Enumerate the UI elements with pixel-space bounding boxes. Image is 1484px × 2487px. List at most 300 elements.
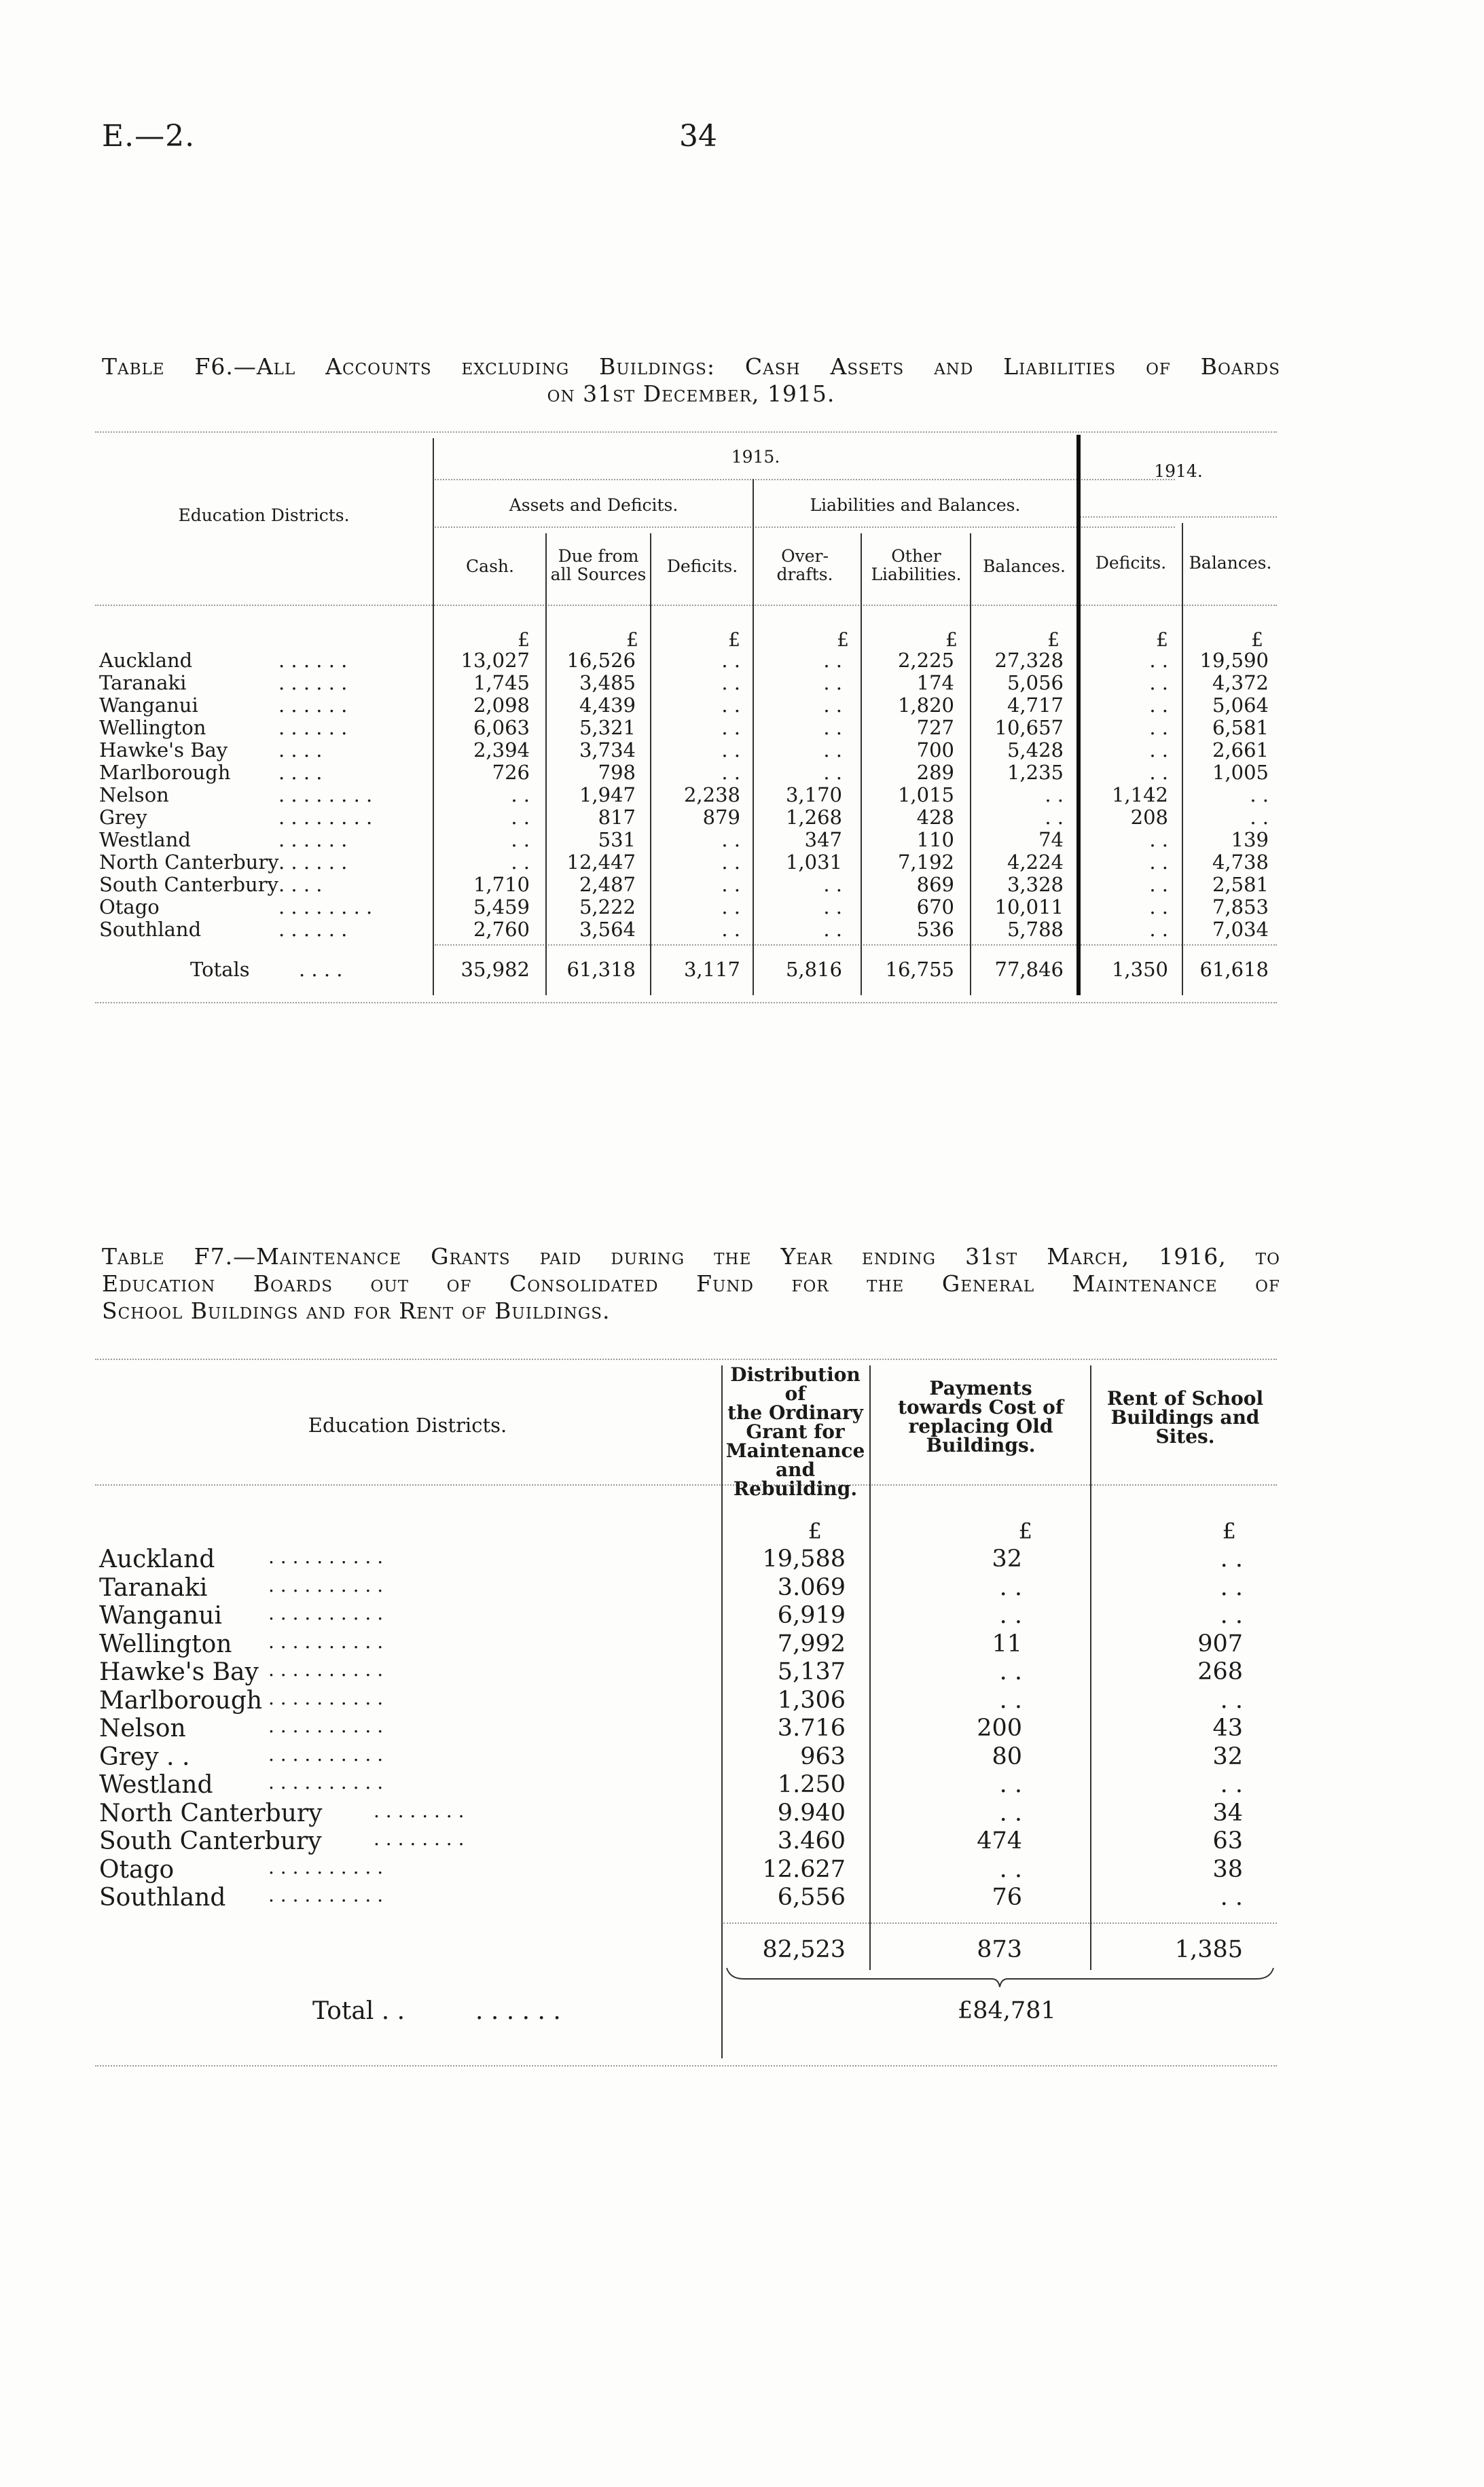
leader-dots: . . . . . .: [278, 649, 348, 672]
district-name: Marlborough: [99, 761, 231, 784]
table-rule-top: [95, 1359, 1277, 1360]
cell-balances: 27,328: [994, 649, 1064, 672]
header-due-from-all-sources: Due from all Sources: [550, 546, 647, 584]
totals-row: [95, 958, 1277, 980]
cell-rent: . .: [1220, 1573, 1243, 1601]
cell-deficits-1914: . .: [1149, 649, 1168, 672]
district-name: Wellington: [99, 1630, 232, 1658]
total-row: [95, 1997, 1277, 2025]
rule-under-headings: [95, 605, 1277, 606]
cell-deficits-1914: . .: [1149, 851, 1168, 874]
total-deficits-1914: 1,350: [1111, 958, 1168, 981]
header-line: Distribution of: [730, 1363, 861, 1405]
pound-sign: £: [837, 628, 849, 651]
cell-cash: 6,063: [473, 716, 530, 739]
header-balances: Balances.: [983, 556, 1066, 576]
district-name: South Canterbury: [99, 873, 278, 896]
header-payments-replacing: [873, 1379, 1089, 1455]
pound-sign: £: [728, 628, 740, 651]
district-name: Otago: [99, 895, 160, 918]
cell-due-from-all-sources: 5,321: [579, 716, 636, 739]
district-name: Hawke's Bay: [99, 738, 228, 762]
cell-cash: 1,710: [473, 873, 530, 896]
leader-dots: . . . . . . . . . .: [268, 1573, 384, 1596]
cell-balances: 5,056: [1007, 671, 1064, 694]
cell-rent: 38: [1212, 1855, 1243, 1883]
cell-deficits-1914: . .: [1149, 873, 1168, 896]
cell-payments: 80: [992, 1742, 1022, 1770]
cell-ordinary-grant: 963: [800, 1742, 846, 1770]
cell-balances-1914: 2,581: [1212, 873, 1269, 896]
cell-deficits: 879: [702, 806, 740, 829]
district-name: Wanganui: [99, 1602, 222, 1630]
total-cash: 35,982: [460, 958, 530, 981]
table-row: [95, 738, 1277, 761]
header-line: Buildings and: [1110, 1406, 1260, 1429]
cell-ordinary-grant: 3.069: [777, 1573, 846, 1601]
rule-under-1914: [1080, 516, 1277, 518]
cell-payments: . .: [999, 1658, 1022, 1685]
district-name: Otago: [99, 1855, 175, 1884]
cell-due-from-all-sources: 3,564: [579, 918, 636, 941]
table-row: [95, 1630, 1277, 1658]
cell-other-liabilities: 428: [916, 806, 954, 829]
cell-balances-1914: 1,005: [1212, 761, 1269, 784]
cell-balances: 5,428: [1007, 738, 1064, 762]
cell-other-liabilities: 2,225: [897, 649, 954, 672]
cell-deficits-1914: . .: [1149, 738, 1168, 762]
cell-cash: . .: [511, 851, 530, 874]
cell-payments: 11: [992, 1630, 1022, 1658]
district-name: Westland: [99, 828, 191, 851]
cell-balances-1914: 4,738: [1212, 851, 1269, 874]
page-reference: E.—2.: [102, 119, 196, 154]
cell-balances: 4,717: [1007, 694, 1064, 717]
table-rule-bottom: [95, 1002, 1277, 1003]
district-name: North Canterbury: [99, 1799, 323, 1827]
cell-overdrafts: 3,170: [785, 783, 842, 806]
header-line: Payments: [929, 1377, 1032, 1399]
table-row: [95, 1800, 1277, 1827]
leader-dots: . . . . . . . . . .: [268, 1884, 384, 1906]
cell-deficits-1914: . .: [1149, 828, 1168, 851]
header-balances-1914: Balances.: [1189, 553, 1272, 573]
cell-balances-1914: 139: [1231, 828, 1269, 851]
table-row: [95, 671, 1277, 694]
district-name: Auckland: [99, 1545, 215, 1573]
leader-dots: . . . . . . . .: [374, 1827, 465, 1850]
cell-cash: . .: [511, 806, 530, 829]
cell-rent: 34: [1212, 1799, 1243, 1827]
table-row: [95, 873, 1277, 895]
district-name: Grey: [99, 806, 147, 829]
leader-dots: . . . . . . . . . .: [268, 1855, 384, 1878]
table-row: [95, 1687, 1277, 1715]
cell-ordinary-grant: 3.460: [777, 1827, 846, 1855]
table-row: [95, 828, 1277, 851]
header-line: towards Cost of: [898, 1396, 1064, 1418]
table-row: [95, 1658, 1277, 1686]
cell-balances-1914: 4,372: [1212, 671, 1269, 694]
cell-deficits-1914: 208: [1130, 806, 1168, 829]
cell-due-from-all-sources: 12,447: [566, 851, 636, 874]
cell-deficits: . .: [721, 671, 740, 694]
table-f7-title-line1: Table F7.—Maintenance Grants paid during the Year ending 31st March, 1916, to: [102, 1243, 1280, 1270]
cell-other-liabilities: 1,820: [897, 694, 954, 717]
leader-dots: . . . . . . . . . .: [268, 1658, 384, 1681]
district-name: Nelson: [99, 783, 169, 806]
leader-dots: . . . . . . . . . .: [268, 1742, 384, 1766]
leader-dots: . . . . . . . . . .: [268, 1771, 384, 1793]
cell-balances: 10,011: [994, 895, 1064, 918]
table-row: [95, 1602, 1277, 1630]
cell-deficits: . .: [721, 716, 740, 739]
header-rent-of-buildings: [1093, 1389, 1277, 1446]
rule-above-totals: [435, 944, 1277, 946]
table-row: [95, 1827, 1277, 1855]
leader-dots: . . . . . . . .: [278, 895, 373, 918]
header-other-liabilities: Other Liabilities.: [871, 546, 962, 584]
header-line: Grant for: [746, 1420, 845, 1443]
cell-ordinary-grant: 12.627: [762, 1855, 846, 1883]
cell-deficits: . .: [721, 761, 740, 784]
table-row: [95, 1771, 1277, 1799]
district-name: Wellington: [99, 716, 206, 739]
cell-cash: 2,760: [473, 918, 530, 941]
cell-deficits: . .: [721, 873, 740, 896]
cell-deficits: . .: [721, 694, 740, 717]
header-line: and Rebuilding.: [733, 1459, 858, 1500]
cell-payments: 474: [977, 1827, 1022, 1855]
district-name: Grey . .: [99, 1742, 190, 1771]
cell-cash: . .: [511, 828, 530, 851]
cell-deficits: . .: [721, 649, 740, 672]
district-name: Nelson: [99, 1715, 186, 1742]
cell-balances: 4,224: [1007, 851, 1064, 874]
cell-due-from-all-sources: 4,439: [579, 694, 636, 717]
cell-other-liabilities: 1,015: [897, 783, 954, 806]
cell-overdrafts: . .: [823, 895, 842, 918]
cell-balances: . .: [1045, 806, 1064, 829]
grand-total: £84,781: [958, 1997, 1056, 2024]
cell-payments: . .: [999, 1799, 1022, 1827]
pound-sign: £: [808, 1518, 822, 1544]
table-row: [95, 851, 1277, 873]
totals-label: Totals: [190, 958, 250, 981]
cell-cash: 5,459: [473, 895, 530, 918]
table-row: [95, 806, 1277, 828]
cell-due-from-all-sources: 5,222: [579, 895, 636, 918]
leader-dots: . . . .: [278, 873, 323, 896]
cell-balances: 1,235: [1007, 761, 1064, 784]
cell-balances-1914: . .: [1250, 783, 1269, 806]
header-overdrafts: Over-drafts.: [776, 546, 833, 584]
cell-other-liabilities: 7,192: [897, 851, 954, 874]
cell-ordinary-grant: 5,137: [777, 1658, 846, 1685]
cell-deficits-1914: . .: [1149, 671, 1168, 694]
district-name: South Canterbury: [99, 1827, 322, 1855]
cell-other-liabilities: 869: [916, 873, 954, 896]
pound-sign: £: [626, 628, 638, 651]
cell-balances-1914: 7,034: [1212, 918, 1269, 941]
table-f6-title-line1: Table F6.—All Accounts excluding Buildings: Cash Assets and Liabilities of Boards: [102, 353, 1280, 380]
header-line: replacing Old: [908, 1415, 1053, 1437]
cell-rent: 32: [1212, 1742, 1243, 1770]
cell-deficits: 2,238: [683, 783, 740, 806]
header-deficits-1914: Deficits.: [1095, 553, 1167, 573]
table-f7-title-line2: Education Boards out of Consolidated Fund for the General Maintenance of: [102, 1270, 1280, 1297]
header-line: the Ordinary: [727, 1401, 863, 1424]
leader-dots: . . . . . . . .: [374, 1799, 465, 1822]
pound-sign: £: [1222, 1518, 1236, 1544]
rule-under-groups: [435, 526, 1175, 528]
cell-deficits-1914: . .: [1149, 895, 1168, 918]
header-line: Buildings.: [926, 1434, 1036, 1456]
header-year-1914: 1914.: [1154, 461, 1203, 481]
cell-deficits: . .: [721, 828, 740, 851]
cell-due-from-all-sources: 798: [598, 761, 636, 784]
cell-cash: 726: [492, 761, 530, 784]
cell-other-liabilities: 174: [916, 671, 954, 694]
district-name: Southland: [99, 918, 202, 941]
table-row: [95, 649, 1277, 671]
cell-rent: . .: [1220, 1545, 1243, 1573]
rule-under-1915: [435, 479, 1175, 480]
cell-rent: . .: [1220, 1602, 1243, 1629]
cell-due-from-all-sources: 817: [598, 806, 636, 829]
cell-overdrafts: . .: [823, 649, 842, 672]
table-row: [95, 895, 1277, 918]
cell-balances-1914: 2,661: [1212, 738, 1269, 762]
cell-due-from-all-sources: 16,526: [566, 649, 636, 672]
cell-ordinary-grant: 9.940: [777, 1799, 846, 1827]
cell-rent: 907: [1197, 1630, 1243, 1658]
cell-balances: 10,657: [994, 716, 1064, 739]
cell-other-liabilities: 727: [916, 716, 954, 739]
leader-dots: . . . . . . . . . .: [268, 1602, 384, 1624]
cell-due-from-all-sources: 531: [598, 828, 636, 851]
cell-cash: 2,394: [473, 738, 530, 762]
cell-overdrafts: . .: [823, 716, 842, 739]
cell-cash: 2,098: [473, 694, 530, 717]
total-balances-1914: 61,618: [1199, 958, 1269, 981]
table-row: [95, 716, 1277, 738]
pound-sign: £: [1251, 628, 1263, 651]
district-name: North Canterbury: [99, 851, 279, 874]
leader-dots: . . . . . . . . . .: [268, 1545, 384, 1568]
district-name: Marlborough: [99, 1686, 263, 1715]
cell-deficits-1914: . .: [1149, 918, 1168, 941]
cell-payments: . .: [999, 1686, 1022, 1714]
cell-due-from-all-sources: 1,947: [579, 783, 636, 806]
leader-dots: . . . .: [278, 738, 323, 762]
district-name: Taranaki: [99, 671, 187, 694]
cell-balances: 3,328: [1007, 873, 1064, 896]
leader-dots: . . . . . .: [278, 716, 348, 739]
cell-rent: 63: [1212, 1827, 1243, 1855]
cell-ordinary-grant: 1.250: [777, 1771, 846, 1798]
leader-dots: . . . . . . . . . .: [268, 1630, 384, 1653]
pound-sign: £: [1047, 628, 1060, 651]
cell-due-from-all-sources: 3,734: [579, 738, 636, 762]
header-line: Rent of School: [1106, 1387, 1264, 1410]
cell-balances: 5,788: [1007, 918, 1064, 941]
table-rule-bottom: [95, 2065, 1277, 2066]
cell-deficits-1914: . .: [1149, 694, 1168, 717]
cell-overdrafts: 1,031: [785, 851, 842, 874]
district-name: Wanganui: [99, 694, 198, 717]
header-year-1915: 1915.: [731, 447, 780, 467]
total-due-from-all-sources: 61,318: [566, 958, 636, 981]
district-name: Auckland: [99, 649, 193, 672]
cell-ordinary-grant: 3.716: [777, 1715, 846, 1742]
cell-due-from-all-sources: 2,487: [579, 873, 636, 896]
table-f6: [95, 431, 1277, 1043]
cell-ordinary-grant: 6,556: [777, 1884, 846, 1911]
page-number: 34: [679, 119, 717, 154]
header-deficits: Deficits.: [666, 556, 738, 576]
cell-deficits-1914: . .: [1149, 716, 1168, 739]
cell-rent: . .: [1220, 1686, 1243, 1714]
table-row: [95, 1884, 1277, 1912]
table-f6-title-line2: on 31st December, 1915.: [547, 380, 835, 407]
header-assets-deficits: Assets and Deficits.: [509, 495, 678, 515]
table-f7-title: [102, 1243, 1280, 1325]
cell-rent: . .: [1220, 1884, 1243, 1911]
cell-cash: 13,027: [460, 649, 530, 672]
district-name: Southland: [99, 1884, 226, 1912]
table-row: [95, 761, 1277, 783]
district-name: Hawke's Bay: [99, 1658, 259, 1686]
table-row: [95, 1743, 1277, 1771]
table-row: [95, 1545, 1277, 1573]
rule-under-headings: [95, 1484, 1277, 1486]
cell-rent: 268: [1197, 1658, 1243, 1685]
cell-ordinary-grant: 6,919: [777, 1602, 846, 1629]
table-row: [95, 918, 1277, 940]
cell-ordinary-grant: 7,992: [777, 1630, 846, 1658]
subtotal-rent: 1,385: [1174, 1936, 1243, 1963]
cell-deficits: . .: [721, 851, 740, 874]
cell-due-from-all-sources: 3,485: [579, 671, 636, 694]
brace-path: [727, 1968, 1273, 1987]
cell-deficits-1914: . .: [1149, 761, 1168, 784]
cell-ordinary-grant: 19,588: [762, 1545, 846, 1573]
total-other-liabilities: 16,755: [885, 958, 954, 981]
header-liabilities-balances: Liabilities and Balances.: [810, 495, 1021, 515]
pound-sign: £: [518, 628, 530, 651]
leader-dots: . . . . . . . . . .: [268, 1715, 384, 1737]
cell-balances-1914: . .: [1250, 806, 1269, 829]
table-f7-title-line3: School Buildings and for Rent of Buildings.: [102, 1298, 611, 1324]
header-line: Maintenance: [725, 1439, 865, 1462]
leader-dots: . . . . . .: [278, 918, 348, 941]
header-cash: Cash.: [466, 556, 514, 576]
leader-dots: . . . .: [299, 958, 343, 981]
cell-deficits: . .: [721, 895, 740, 918]
total-balances: 77,846: [994, 958, 1064, 981]
cell-payments: . .: [999, 1573, 1022, 1601]
table-row: [95, 1715, 1277, 1742]
table-row: [95, 783, 1277, 806]
cell-payments: 200: [977, 1715, 1022, 1742]
pound-sign: £: [1018, 1518, 1032, 1544]
header-ordinary-grant: [723, 1365, 867, 1499]
cell-other-liabilities: 536: [916, 918, 954, 941]
leader-dots: . . . . . . . . . .: [268, 1686, 384, 1709]
header-line: Sites.: [1155, 1425, 1215, 1448]
total-label: Total . .: [312, 1997, 405, 2025]
cell-deficits: . .: [721, 738, 740, 762]
district-name: Taranaki: [99, 1573, 208, 1602]
cell-cash: 1,745: [473, 671, 530, 694]
table-rule-top: [95, 431, 1277, 433]
cell-overdrafts: . .: [823, 873, 842, 896]
cell-balances: 74: [1038, 828, 1064, 851]
cell-overdrafts: . .: [823, 761, 842, 784]
subtotal-ordinary-grant: 82,523: [762, 1936, 846, 1963]
cell-deficits-1914: 1,142: [1111, 783, 1168, 806]
cell-overdrafts: 1,268: [785, 806, 842, 829]
cell-payments: . .: [999, 1771, 1022, 1798]
table-row: [95, 694, 1277, 716]
leader-dots: . . . . . . . .: [278, 783, 373, 806]
table-row: [95, 1856, 1277, 1884]
leader-dots: . . . . . . . .: [278, 806, 373, 829]
table-f7: [95, 1359, 1277, 2079]
cell-cash: . .: [511, 783, 530, 806]
cell-payments: 32: [992, 1545, 1022, 1573]
pound-sign: £: [945, 628, 958, 651]
table-row: [95, 1574, 1277, 1602]
cell-balances-1914: 7,853: [1212, 895, 1269, 918]
cell-balances-1914: 19,590: [1199, 649, 1269, 672]
leader-dots: . . . . . .: [278, 694, 348, 717]
cell-rent: 43: [1212, 1715, 1243, 1742]
leader-dots: . . . . . .: [278, 851, 348, 874]
cell-other-liabilities: 670: [916, 895, 954, 918]
total-overdrafts: 5,816: [785, 958, 842, 981]
leader-dots: . . . . . .: [278, 828, 348, 851]
pound-sign: £: [1156, 628, 1168, 651]
cell-payments: 76: [992, 1884, 1022, 1911]
cell-rent: . .: [1220, 1771, 1243, 1798]
cell-other-liabilities: 700: [916, 738, 954, 762]
cell-payments: . .: [999, 1855, 1022, 1883]
rule-above-subtotals: [723, 1922, 1277, 1924]
leader-dots: . . . . . .: [278, 671, 348, 694]
header-education-districts: Education Districts.: [178, 505, 350, 525]
cell-overdrafts: . .: [823, 918, 842, 941]
header-education-districts: Education Districts.: [308, 1414, 507, 1437]
district-name: Westland: [99, 1771, 213, 1799]
cell-balances-1914: 6,581: [1212, 716, 1269, 739]
cell-overdrafts: . .: [823, 694, 842, 717]
total-deficits: 3,117: [683, 958, 740, 981]
cell-other-liabilities: 110: [916, 828, 954, 851]
leader-dots: . . . . . .: [475, 1997, 561, 2025]
cell-other-liabilities: 289: [916, 761, 954, 784]
cell-balances-1914: 5,064: [1212, 694, 1269, 717]
cell-deficits: . .: [721, 918, 740, 941]
cell-balances: . .: [1045, 783, 1064, 806]
cell-ordinary-grant: 1,306: [777, 1686, 846, 1714]
total-brace: [723, 1967, 1277, 1997]
leader-dots: . . . .: [278, 761, 323, 784]
cell-overdrafts: 347: [804, 828, 842, 851]
cell-payments: . .: [999, 1602, 1022, 1629]
cell-overdrafts: . .: [823, 738, 842, 762]
